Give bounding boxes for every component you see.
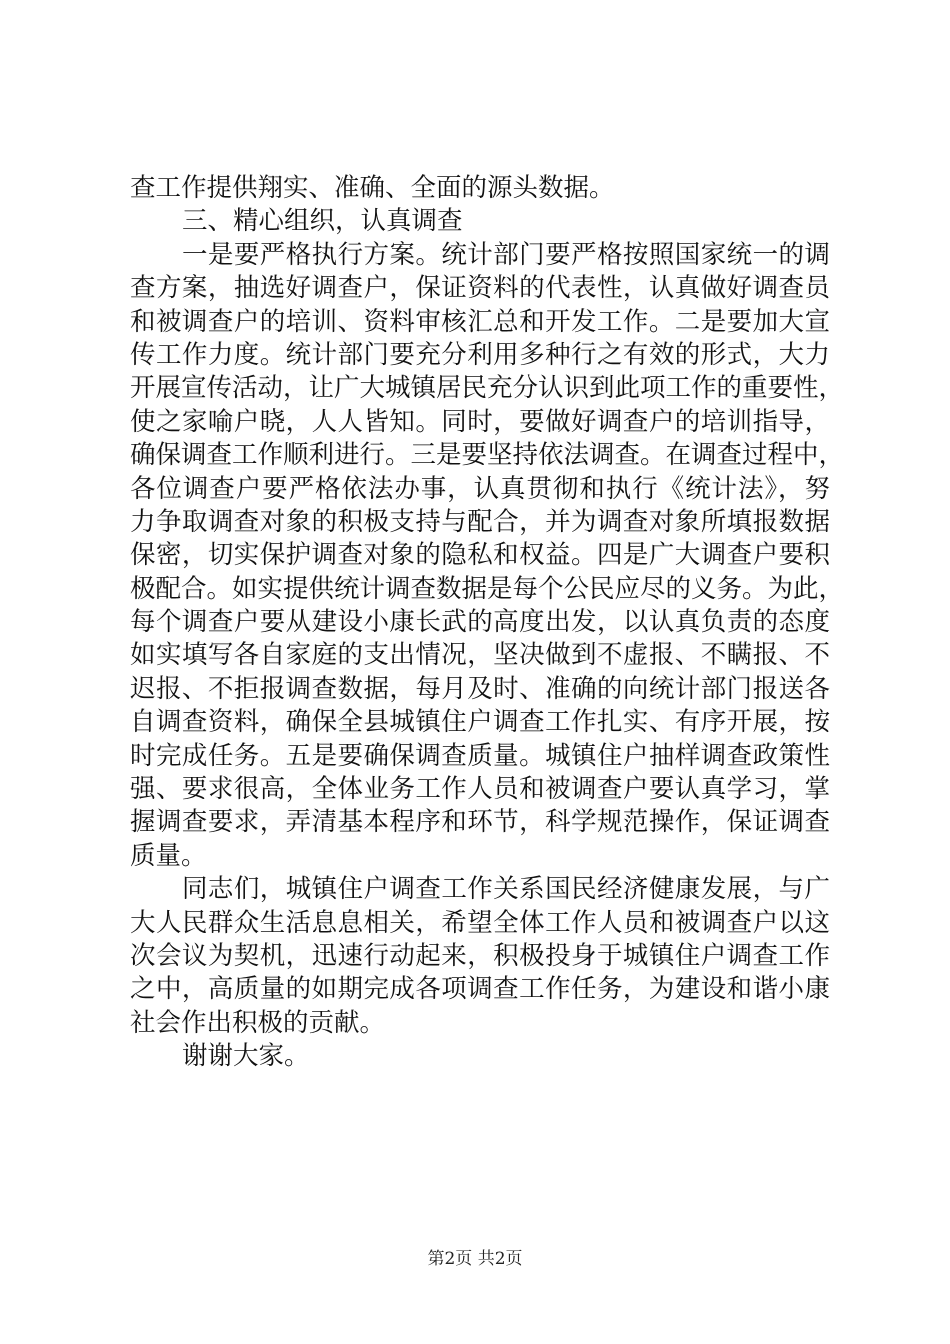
text-line: 之中，高质量的如期完成各项调查工作任务，为建设和谐小康	[130, 974, 830, 1005]
text-line: 各位调查户要严格依法办事，认真贯彻和执行《统计法》，努	[130, 473, 830, 504]
text-line: 大人民群众生活息息相关，希望全体工作人员和被调查户以这	[130, 907, 830, 938]
text-line: 使之家喻户晓，人人皆知。同时，要做好调查户的培训指导，	[130, 406, 830, 437]
text-line: 力争取调查对象的积极支持与配合，并为调查对象所填报数据	[130, 506, 830, 537]
text-line: 次会议为契机，迅速行动起来，积极投身于城镇住户调查工作	[130, 940, 830, 971]
text-line: 极配合。如实提供统计调查数据是每个公民应尽的义务。为此，	[130, 573, 845, 604]
page-footer: 第2页 共2页	[427, 1249, 523, 1269]
text-line: 质量。	[130, 840, 207, 871]
text-line: 传工作力度。统计部门要充分利用多种行之有效的形式，大力	[130, 339, 830, 370]
text-line: 查方案，抽选好调查户，保证资料的代表性，认真做好调查员	[130, 273, 830, 304]
text-line: 查工作提供翔实、准确、全面的源头数据。	[130, 173, 615, 203]
text-line: 同志们，城镇住户调查工作关系国民经济健康发展，与广	[182, 874, 830, 905]
text-line: 如实填写各自家庭的支出情况，坚决做到不虚报、不瞒报、不	[130, 640, 830, 671]
text-line: 保密，切实保护调查对象的隐私和权益。四是广大调查户要积	[130, 540, 830, 571]
text-line: 握调查要求，弄清基本程序和环节，科学规范操作，保证调查	[130, 807, 830, 838]
text-line: 三、精心组织，认真调查	[182, 206, 463, 237]
text-line: 和被调查户的培训、资料审核汇总和开发工作。二是要加大宣	[130, 306, 830, 337]
text-line: 自调查资料，确保全县城镇住户调查工作扎实、有序开展，按	[130, 707, 830, 738]
document-body	[130, 172, 845, 1074]
text-line: 谢谢大家。	[182, 1041, 310, 1072]
text-line: 一是要严格执行方案。统计部门要严格按照国家统一的调	[182, 239, 830, 270]
text-line: 社会作出积极的贡献。	[130, 1007, 386, 1038]
text-line: 开展宣传活动，让广大城镇居民充分认识到此项工作的重要性，	[130, 373, 845, 404]
text-line: 时完成任务。五是要确保调查质量。城镇住户抽样调查政策性	[130, 740, 830, 771]
text-line: 确保调查工作顺利进行。三是要坚持依法调查。在调查过程中，	[130, 440, 845, 471]
text-line: 强、要求很高，全体业务工作人员和被调查户要认真学习，掌	[130, 774, 830, 805]
text-line: 迟报、不拒报调查数据，每月及时、准确的向统计部门报送各	[130, 673, 830, 704]
text-line: 每个调查户要从建设小康长武的高度出发，以认真负责的态度	[130, 607, 830, 638]
